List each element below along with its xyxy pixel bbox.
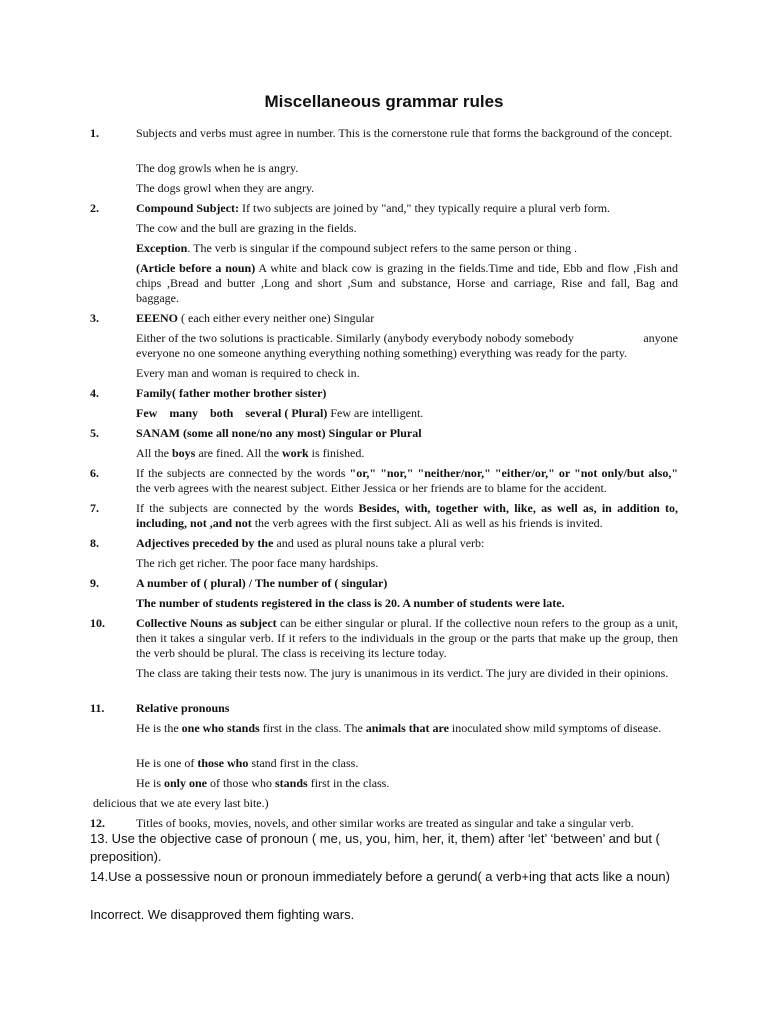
b1: Besides, with, together with, like, as well as, in addition to, including, not ,and not xyxy=(136,501,678,530)
a2b: animals that are xyxy=(365,721,449,735)
item-4-tail: Few are intelligent. xyxy=(327,406,424,420)
s2b: work xyxy=(281,446,309,460)
t1: If the subjects are connected by the words xyxy=(136,501,359,515)
item-3-line-1-end: anyone xyxy=(643,331,678,345)
item-2-text xyxy=(136,201,678,216)
c1b: those who xyxy=(197,756,249,770)
item-number-1: 1. xyxy=(90,126,99,140)
exception-body: . The verb is singular if the compound subject refers to the same person or thing . xyxy=(187,241,578,255)
article-lead: (Article before a noun) xyxy=(136,261,256,275)
item-9-lead: A number of ( plural) / The number of ( singular) xyxy=(136,576,388,590)
item-12-text: Titles of books, movies, novels, and other similar works are treated as singular and take a singular verb. xyxy=(136,816,634,830)
item-1-text: Subjects and verbs must agree in number. This is the cornerstone rule that forms the background of the concept. xyxy=(136,126,673,140)
item-number-8: 8. xyxy=(90,536,99,550)
word-many: many xyxy=(169,406,198,420)
item-8-text xyxy=(136,536,678,551)
item-13-text: 13. Use the objective case of pronoun ( me, us, you, him, her, it, them) after ‘let’ ‘between’ and but ( preposition). xyxy=(90,831,660,864)
item-8-example: The rich get richer. The poor face many hardships. xyxy=(136,556,379,570)
incorrect-example: Incorrect. We disapproved them fighting wars. xyxy=(90,907,355,922)
item-number-5: 5. xyxy=(90,426,99,440)
t2: the verb agrees with the nearest subject. Either Jessica or her friends are to blame for the accident. xyxy=(136,481,607,495)
d2b: stands xyxy=(275,776,308,790)
b1: Adjectives preceded by the xyxy=(136,536,274,550)
a1: He is the xyxy=(136,721,182,735)
a2: first in the class. The xyxy=(259,721,366,735)
exception-lead: Exception xyxy=(136,241,188,255)
item-10-text xyxy=(136,616,678,661)
item-2-article xyxy=(136,261,678,306)
item-3-paragraph xyxy=(136,331,678,361)
item-3-line-1: Either of the two solutions is practicable. Similarly (anybody everybody nobody somebody xyxy=(136,331,574,345)
item-3-lead: EEENO xyxy=(136,311,179,325)
a3: inoculated show mild symptoms of disease. xyxy=(448,721,662,735)
item-6-text xyxy=(136,466,678,496)
item-3-example: Every man and woman is required to check in. xyxy=(136,366,360,380)
word-few: Few xyxy=(136,406,158,420)
t1: and used as plural nouns take a plural verb: xyxy=(273,536,485,550)
item-10-example: The class are taking their tests now. The jury is unanimous in its verdict. The jury are divided in their opinions. xyxy=(136,666,669,680)
item-number-12: 12. xyxy=(90,816,105,830)
item-3-body: ( each either every neither one) Singular xyxy=(178,311,375,325)
item-2-exception xyxy=(136,241,678,256)
s1: All the xyxy=(136,446,172,460)
d3: first in the class. xyxy=(307,776,390,790)
t2: the verb agrees with the first subject. Ali as well as his friends is invited. xyxy=(251,516,603,530)
item-3-text xyxy=(136,311,678,326)
item-4-lead: Family( father mother brother sister) xyxy=(136,386,327,400)
s3: is finished. xyxy=(308,446,365,460)
item-4-words xyxy=(136,406,678,421)
t1: If the subjects are connected by the words xyxy=(136,466,350,480)
item-2-body: If two subjects are joined by "and," they typically require a plural verb form. xyxy=(239,201,611,215)
item-9-example: The number of students registered in the class is 20. A number of students were late. xyxy=(136,596,565,610)
item-number-9: 9. xyxy=(90,576,99,590)
word-both: both xyxy=(210,406,234,420)
item-number-7: 7. xyxy=(90,501,99,515)
item-7-text xyxy=(136,501,678,531)
c1: He is one of xyxy=(136,756,198,770)
b1: "or," "nor," "neither/nor," "either/or," or "not only/but also," xyxy=(349,466,678,480)
item-5-example xyxy=(136,446,678,461)
item-5-lead: SANAM (some all none/no any most) Singular or Plural xyxy=(136,426,422,440)
t1: can be either singular or plural. If the collective noun refers to the group as a unit, then it takes a singular verb. If it refers to the individuals in the group or the parts that make up the group, then the verb should be plural. The class is receiving its lecture today. xyxy=(136,616,678,660)
item-number-6: 6. xyxy=(90,466,99,480)
item-number-10: 10. xyxy=(90,616,105,630)
item-1-example-1: The dog growls when he is angry. xyxy=(136,161,299,175)
item-number-11: 11. xyxy=(90,701,105,715)
item-number-2: 2. xyxy=(90,201,99,215)
d2: of those who xyxy=(207,776,276,790)
d1: He is xyxy=(136,776,164,790)
s2: are fined. All the xyxy=(195,446,282,460)
page-title: Miscellaneous grammar rules xyxy=(264,92,504,111)
item-number-3: 3. xyxy=(90,311,99,325)
item-11-example-1 xyxy=(136,721,678,736)
stray-fragment: delicious that we ate every last bite.) xyxy=(93,796,269,810)
item-3-line-2: everyone no one someone anything everything nothing something) everything was ready for the party. xyxy=(136,346,628,360)
item-2-example: The cow and the bull are grazing in the fields. xyxy=(136,221,357,235)
d1b: only one xyxy=(164,776,208,790)
word-several: several ( Plural) xyxy=(245,406,328,420)
b1: Collective Nouns as subject xyxy=(136,616,277,630)
s1b: boys xyxy=(172,446,196,460)
item-14-text: 14.Use a possessive noun or pronoun immediately before a gerund( a verb+ing that acts like a noun) xyxy=(90,869,670,884)
item-number-4: 4. xyxy=(90,386,99,400)
item-11-example-2 xyxy=(136,756,678,771)
item-11-lead: Relative pronouns xyxy=(136,701,230,715)
article-body: A white and black cow is grazing in the fields.Time and tide, Ebb and flow ,Fish and chips ,Bread and butter ,Long and short ,Sum and substance, Horse and carriage, Rise and fall, Bag and baggage. xyxy=(136,261,678,305)
item-11-example-3 xyxy=(136,776,678,791)
a1b: one who stands xyxy=(181,721,260,735)
item-1-example-2: The dogs growl when they are angry. xyxy=(136,181,315,195)
item-2-lead: Compound Subject: xyxy=(136,201,240,215)
c2: stand first in the class. xyxy=(248,756,359,770)
